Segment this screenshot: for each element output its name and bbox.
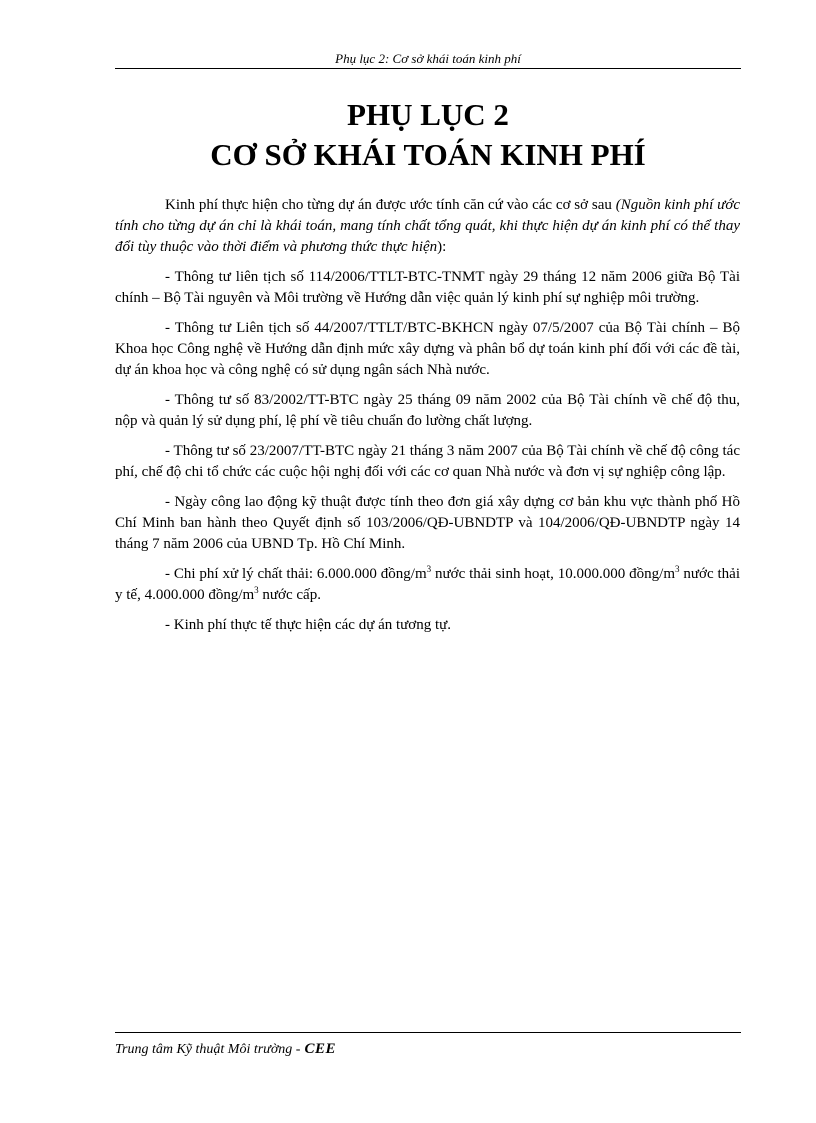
footer-org: Trung tâm Kỹ thuật Môi trường - [115, 1042, 301, 1057]
cubic-exponent: 3 [675, 564, 680, 574]
intro-text: Kinh phí thực hiện cho từng dự án được ước tính căn cứ vào các cơ sở sau [165, 197, 616, 213]
footer-rule [115, 1032, 741, 1033]
list-item-circular-44: - Thông tư Liên tịch số 44/2007/TTLT/BTC-BKHCN ngày 07/5/2007 của Bộ Tài chính – Bộ Khoa học Công nghệ về Hướng dẫn định mức xây dựng và phân bổ dự toán kinh phí đối với các đề tài, dự án khoa học và công nghệ có sử dụng ngân sách Nhà nước. [115, 320, 740, 378]
waste-part-1: - Chi phí xử lý chất thải: 6.000.000 đồng/m [165, 566, 427, 582]
intro-paragraph [115, 195, 740, 258]
page-title [115, 95, 741, 175]
list-item-circular-114: - Thông tư liên tịch số 114/2006/TTLT-BTC-TNMT ngày 29 tháng 12 năm 2006 giữa Bộ Tài chính – Bộ Tài nguyên và Môi trường về Hướng dẫn việc quản lý kinh phí sự nghiệp môi trường. [115, 269, 740, 306]
intro-italic-note: (Nguồn kinh phí ước tính cho từng dự án chỉ là khái toán, mang tính chất tổng quát, khi thực hiện dự án kinh phí có thể thay đổi tùy thuộc vào thời điểm và phương thức thực hiện [115, 197, 740, 255]
intro-end: ): [437, 239, 447, 255]
footer-brand-logo: CEE [304, 1041, 336, 1057]
list-item-circular-83: - Thông tư số 83/2002/TT-BTC ngày 25 tháng 09 năm 2002 của Bộ Tài chính về chế độ thu, nộp và quản lý sử dụng phí, lệ phí về tiêu chuẩn đo lường chất lượng. [115, 392, 740, 429]
waste-part-2: nước thải sinh hoạt, 10.000.000 đồng/m [431, 566, 676, 582]
title-line-1: PHỤ LỤC 2 [347, 97, 509, 132]
list-item-waste-treatment [115, 564, 740, 606]
cubic-exponent: 3 [426, 564, 432, 574]
list-item-actual-cost: - Kinh phí thực tế thực hiện các dự án tương tự. [165, 617, 452, 633]
title-line-2: CƠ SỞ KHÁI TOÁN KINH PHÍ [210, 137, 646, 172]
body-text [115, 195, 740, 645]
page-footer [115, 1040, 741, 1059]
running-header: Phụ lục 2: Cơ sở khái toán kinh phí [335, 51, 521, 66]
header-rule [115, 68, 741, 69]
list-item-circular-23: - Thông tư số 23/2007/TT-BTC ngày 21 tháng 3 năm 2007 của Bộ Tài chính về chế độ công tác phí, chế độ chi tổ chức các cuộc hội nghị đối với các cơ quan Nhà nước và đơn vị sự nghiệp công lập. [115, 443, 740, 480]
list-item-labor-rate: - Ngày công lao động kỹ thuật được tính theo đơn giá xây dựng cơ bản khu vực thành phố Hồ Chí Minh ban hành theo Quyết định số 103/2006/QĐ-UBNDTP và 104/2006/QĐ-UBNDTP ngày 14 tháng 7 năm 2006 của UBND Tp. Hồ Chí Minh. [115, 494, 740, 552]
cubic-exponent: 3 [254, 585, 259, 595]
waste-part-3: nước thải y tế, 4.000.000 đồng/m [115, 566, 740, 603]
waste-part-4: nước cấp. [258, 587, 321, 603]
